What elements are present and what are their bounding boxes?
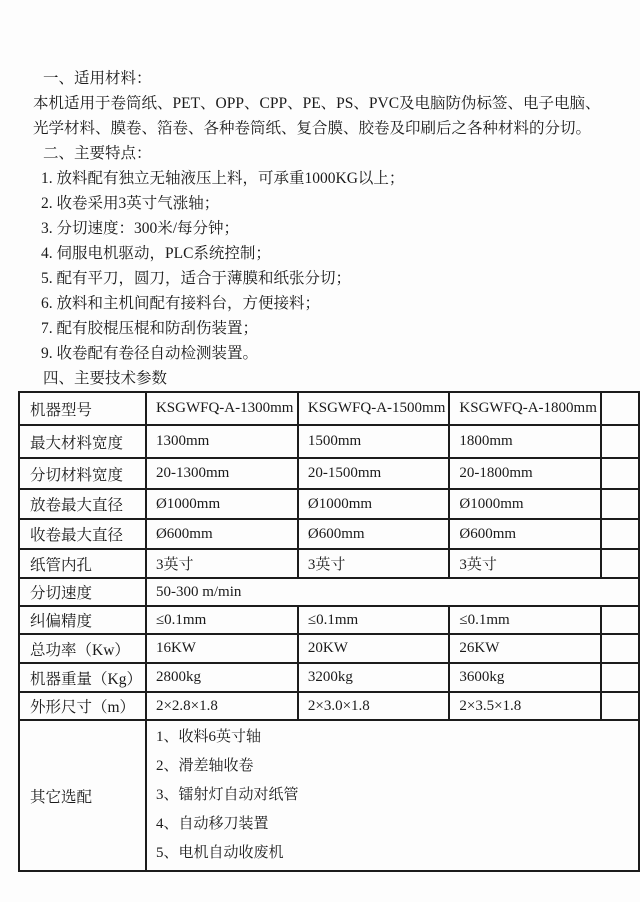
table-row-model: [19, 392, 639, 425]
table-row-total-power: [19, 634, 639, 663]
table-row-unwind-max-diameter: [19, 489, 639, 519]
feature-item: 4. 伺服电机驱动，PLC系统控制；: [41, 245, 271, 262]
spec-cell: 3600kg: [449, 663, 601, 692]
spec-cell-empty: [601, 606, 639, 634]
specs-table: [18, 391, 640, 872]
spec-cell-empty: [601, 458, 639, 489]
spec-cell: 26KW: [449, 634, 601, 663]
spec-cell: 1800mm: [449, 425, 601, 458]
spec-cell: KSGWFQ-A-1300mm: [146, 392, 298, 425]
row-label: 其它选配: [19, 720, 146, 871]
section-1-heading: 一、适用材料：: [43, 70, 152, 87]
feature-item: 3. 分切速度：300米/每分钟；: [41, 220, 240, 237]
section-2-heading: 二、主要特点：: [43, 145, 152, 162]
spec-cell-empty: [601, 392, 639, 425]
spec-cell: 16KW: [146, 634, 298, 663]
table-row-slitting-material-width: [19, 458, 639, 489]
row-label: 外形尺寸（m）: [19, 692, 146, 720]
spec-cell: 1300mm: [146, 425, 298, 458]
spec-cell: 20-1800mm: [449, 458, 601, 489]
spec-cell: 2800kg: [146, 663, 298, 692]
spec-cell: 2×3.0×1.8: [298, 692, 450, 720]
spec-cell: 3英寸: [146, 549, 298, 578]
spec-cell-empty: [601, 663, 639, 692]
spec-cell-span: 50-300 m/min: [146, 578, 639, 606]
spec-cell: 3英寸: [449, 549, 601, 578]
spec-cell: Ø600mm: [298, 519, 450, 549]
feature-item: 6. 放料和主机间配有接料台，方便接料；: [41, 295, 321, 312]
row-label: 放卷最大直径: [19, 489, 146, 519]
row-label: 分切速度: [19, 578, 146, 606]
intro-paragraph-line: 本机适用于卷筒纸、PET、OPP、CPP、PE、PS、PVC及电脑防伪标签、电子电脑、: [33, 95, 601, 112]
table-row-rewind-max-diameter: [19, 519, 639, 549]
spec-cell: Ø1000mm: [146, 489, 298, 519]
spec-cell: ≤0.1mm: [146, 606, 298, 634]
intro-paragraph-line: 光学材料、膜卷、箔卷、各种卷筒纸、复合膜、胶卷及印刷后之各种材料的分切。: [33, 120, 592, 137]
spec-cell-empty: [601, 692, 639, 720]
option-item: 5、电机自动收废机: [155, 845, 284, 861]
option-item: 4、自动移刀装置: [155, 816, 269, 832]
spec-cell: Ø1000mm: [449, 489, 601, 519]
options-cell: [146, 720, 639, 871]
row-label: 分切材料宽度: [19, 458, 146, 489]
spec-cell-empty: [601, 519, 639, 549]
table-row-deviation-accuracy: [19, 606, 639, 634]
spec-cell: 3英寸: [298, 549, 450, 578]
table-row-machine-weight: [19, 663, 639, 692]
row-label: 纸管内孔: [19, 549, 146, 578]
row-label: 机器型号: [19, 392, 146, 425]
spec-cell-empty: [601, 425, 639, 458]
spec-cell: 2×3.5×1.8: [449, 692, 601, 720]
spec-cell: Ø1000mm: [298, 489, 450, 519]
section-4-heading: 四、主要技术参数: [43, 370, 168, 387]
spec-cell: 20KW: [298, 634, 450, 663]
feature-item: 1. 放料配有独立无轴液压上料，可承重1000KG以上；: [41, 170, 405, 187]
row-label: 纠偏精度: [19, 606, 146, 634]
table-row-max-material-width: [19, 425, 639, 458]
spec-cell-empty: [601, 489, 639, 519]
spec-cell: KSGWFQ-A-1800mm: [449, 392, 601, 425]
feature-item: 2. 收卷采用3英寸气涨轴；: [41, 195, 220, 212]
feature-item: 9. 收卷配有卷径自动检测装置。: [41, 345, 259, 362]
row-label: 总功率（Kw）: [19, 634, 146, 663]
option-item: 1、收料6英寸轴: [155, 729, 261, 745]
row-label: 机器重量（Kg）: [19, 663, 146, 692]
spec-cell: 20-1500mm: [298, 458, 450, 489]
spec-cell: Ø600mm: [449, 519, 601, 549]
row-label: 收卷最大直径: [19, 519, 146, 549]
table-row-overall-dimensions: [19, 692, 639, 720]
feature-item: 5. 配有平刀，圆刀，适合于薄膜和纸张分切；: [41, 270, 352, 287]
option-item: 2、滑差轴收卷: [155, 758, 254, 774]
spec-cell: KSGWFQ-A-1500mm: [298, 392, 450, 425]
table-row-core-inner-bore: [19, 549, 639, 578]
intro-section: [0, 0, 640, 391]
table-row-other-options: [19, 720, 639, 871]
spec-cell: 3200kg: [298, 663, 450, 692]
spec-cell: ≤0.1mm: [449, 606, 601, 634]
spec-cell: 1500mm: [298, 425, 450, 458]
spec-cell-empty: [601, 634, 639, 663]
option-item: 3、镭射灯自动对纸管: [155, 787, 299, 803]
spec-cell: Ø600mm: [146, 519, 298, 549]
spec-cell: ≤0.1mm: [298, 606, 450, 634]
table-row-slitting-speed: [19, 578, 639, 606]
row-label: 最大材料宽度: [19, 425, 146, 458]
spec-cell-empty: [601, 549, 639, 578]
feature-item: 7. 配有胶棍压棍和防刮伤装置；: [41, 320, 259, 337]
spec-cell: 20-1300mm: [146, 458, 298, 489]
spec-cell: 2×2.8×1.8: [146, 692, 298, 720]
